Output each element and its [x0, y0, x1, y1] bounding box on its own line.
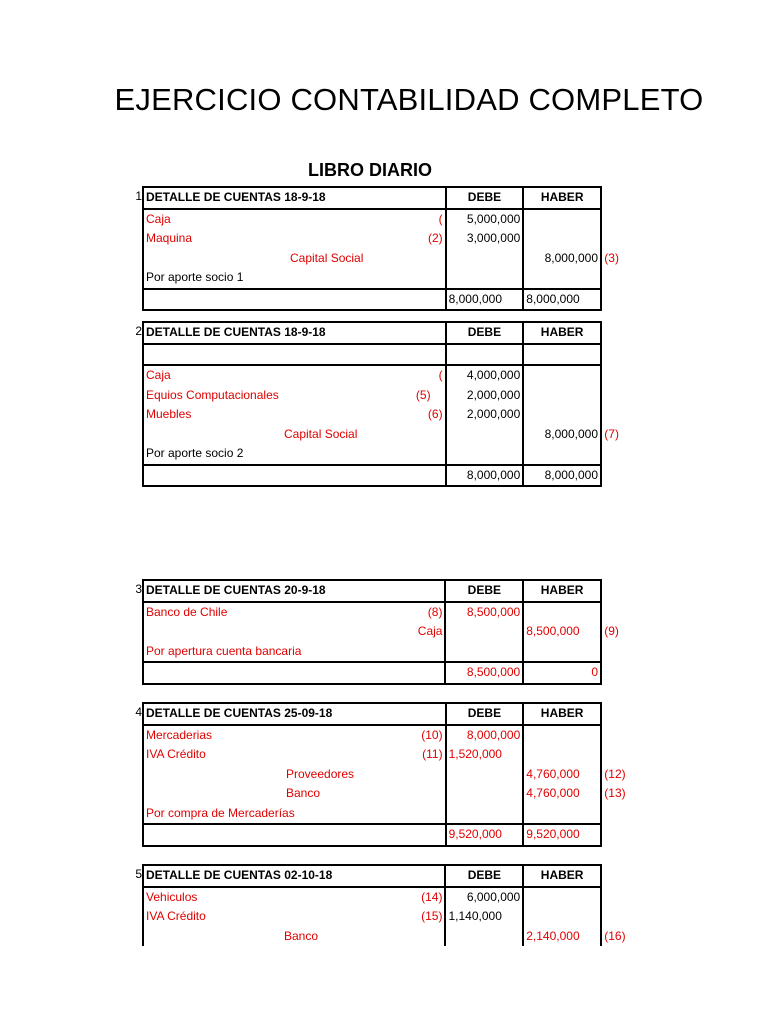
debe-cell: 4,000,000 [446, 365, 524, 386]
debe-cell [446, 425, 524, 445]
table-row [143, 229, 601, 249]
haber-cell [523, 268, 601, 289]
totals-label [143, 289, 446, 311]
debe-header: DEBE [446, 703, 524, 725]
ref-number: (2) [427, 231, 443, 245]
debe-cell [446, 444, 524, 465]
blank-row [143, 344, 601, 366]
header-row [143, 703, 601, 725]
haber-cell [523, 725, 601, 746]
table-row [143, 887, 601, 908]
account-name: Caja [146, 368, 171, 383]
detail-header: DETALLE DE CUENTAS 02-10-18 [143, 865, 445, 887]
entry-table [142, 321, 619, 487]
entry-table [142, 579, 619, 685]
haber-header: HABER [523, 580, 601, 602]
haber-cell [523, 602, 601, 623]
haber-value: 8,000,000 [544, 250, 598, 265]
account-cell [143, 602, 445, 623]
totals-row [143, 465, 601, 487]
debe-cell: 2,000,000 [446, 405, 524, 425]
description-cell: Por aporte socio 2 [143, 444, 446, 465]
account-cell [143, 425, 446, 445]
debe-total: 8,000,000 [446, 465, 524, 487]
account-cell [143, 365, 446, 386]
account-name: Capital Social [290, 250, 364, 265]
ref-number: (16) [604, 928, 626, 943]
ref-number: (15) [421, 909, 443, 923]
account-name: Maquina [146, 231, 193, 246]
entry-number: 2 [135, 324, 142, 338]
section-title: LIBRO DIARIO [308, 160, 432, 180]
haber-header: HABER [523, 322, 601, 344]
account-cell [143, 249, 446, 269]
table-row [143, 444, 601, 465]
table-row [143, 209, 601, 230]
debe-cell [446, 804, 524, 825]
table-row [143, 386, 601, 406]
haber-cell [523, 642, 601, 663]
entry-number: 5 [135, 867, 142, 881]
haber-total: 0 [523, 662, 601, 684]
account-cell [143, 765, 446, 785]
haber-cell [523, 887, 601, 908]
account-name: Mercaderias [146, 727, 213, 742]
table-row [143, 907, 601, 927]
ref-number: (9) [604, 624, 619, 639]
account-name: Caja [146, 211, 171, 226]
debe-cell [445, 622, 523, 642]
description-cell: Por apertura cuenta bancaria [143, 642, 445, 663]
account-cell [143, 405, 446, 425]
haber-cell [523, 622, 619, 642]
table-row [143, 405, 601, 425]
debe-cell: 8,500,000 [445, 602, 523, 623]
haber-value: 4,760,000 [526, 786, 580, 801]
table-row [143, 927, 601, 947]
header-row [143, 322, 601, 344]
account-name: Banco de Chile [146, 604, 228, 619]
detail-header: DETALLE DE CUENTAS 18-9-18 [143, 322, 446, 344]
account-name: Banco [286, 786, 321, 801]
ref-number: (5) [415, 387, 431, 402]
haber-header: HABER [523, 187, 601, 209]
haber-total: 8,000,000 [523, 289, 601, 311]
debe-cell: 1,520,000 [446, 745, 524, 765]
debe-header: DEBE [445, 865, 523, 887]
account-cell [143, 386, 446, 406]
haber-cell [523, 425, 619, 445]
totals-label [143, 824, 446, 846]
description-cell: Por aporte socio 1 [143, 268, 446, 289]
header-row [143, 865, 601, 887]
account-name: Muebles [146, 407, 192, 422]
haber-total: 8,000,000 [523, 465, 601, 487]
debe-cell [446, 249, 524, 269]
table-row [143, 784, 601, 804]
haber-cell [523, 229, 601, 249]
account-cell [143, 784, 446, 804]
table-row [143, 249, 601, 269]
totals-row [143, 289, 601, 311]
haber-cell [523, 927, 626, 947]
haber-cell [523, 365, 601, 386]
detail-header: DETALLE DE CUENTAS 18-9-18 [143, 187, 446, 209]
description-cell: Por compra de Mercaderías [143, 804, 446, 825]
haber-cell [523, 249, 619, 269]
table-row [143, 365, 601, 386]
debe-cell [446, 765, 524, 785]
ref-number: (13) [604, 786, 626, 801]
ref-number: (8) [427, 604, 443, 619]
ref-number: ( [438, 368, 443, 382]
ref-number: (12) [604, 766, 626, 781]
account-cell [143, 209, 446, 230]
table-row [143, 804, 601, 825]
detail-header: DETALLE DE CUENTAS 25-09-18 [143, 703, 446, 725]
account-name: IVA Crédito [146, 747, 206, 762]
account-cell: Caja [143, 622, 445, 642]
totals-label [143, 662, 445, 684]
table-row [143, 602, 601, 623]
debe-cell: 1,140,000 [445, 907, 523, 927]
haber-cell [523, 209, 601, 230]
table-row [143, 765, 601, 785]
haber-cell [523, 784, 626, 804]
ref-number: (6) [427, 407, 443, 421]
account-cell [143, 907, 445, 927]
ref-number: (10) [421, 727, 443, 742]
ref-number: (3) [604, 250, 619, 265]
account-name: Equios Computacionales [146, 387, 279, 402]
haber-header: HABER [523, 865, 601, 887]
entry-number: 1 [135, 189, 142, 203]
table-row [143, 725, 601, 746]
detail-header: DETALLE DE CUENTAS 20-9-18 [143, 580, 445, 602]
debe-cell [446, 268, 524, 289]
debe-header: DEBE [446, 187, 524, 209]
haber-cell [523, 386, 601, 406]
account-name: Capital Social [284, 426, 358, 441]
entry-table [142, 702, 626, 847]
account-name: Vehiculos [146, 889, 198, 904]
haber-header: HABER [523, 703, 601, 725]
account-cell [143, 229, 446, 249]
debe-total: 9,520,000 [446, 824, 524, 846]
ref-number: ( [438, 211, 443, 226]
header-row [143, 187, 601, 209]
table-row [143, 745, 601, 765]
haber-cell [523, 765, 626, 785]
account-name: IVA Crédito [146, 909, 206, 924]
debe-cell: 5,000,000 [446, 209, 524, 230]
haber-cell [523, 804, 601, 825]
ref-number: (14) [421, 889, 443, 904]
haber-value: 4,760,000 [526, 766, 580, 781]
entry-number: 4 [135, 705, 142, 719]
account-name: Banco [284, 928, 319, 943]
debe-header: DEBE [445, 580, 523, 602]
totals-row [143, 662, 601, 684]
document-title: EJERCICIO CONTABILIDAD COMPLETO [114, 82, 704, 117]
haber-value: 8,000,000 [544, 426, 598, 441]
table-row [143, 425, 601, 445]
debe-cell: 6,000,000 [445, 887, 523, 908]
debe-cell: 3,000,000 [446, 229, 524, 249]
haber-cell [523, 745, 601, 765]
haber-cell [523, 444, 601, 465]
haber-total: 9,520,000 [523, 824, 601, 846]
totals-label [143, 465, 446, 487]
haber-cell [523, 405, 601, 425]
table-row [143, 642, 601, 663]
debe-cell: 2,000,000 [446, 386, 524, 406]
account-name: Proveedores [286, 766, 355, 781]
debe-total: 8,500,000 [445, 662, 523, 684]
debe-cell [446, 784, 524, 804]
haber-value: 2,140,000 [526, 928, 580, 943]
header-row [143, 580, 601, 602]
table-row [143, 268, 601, 289]
table-row [143, 622, 601, 642]
debe-cell [445, 927, 523, 947]
entry-table [142, 864, 626, 946]
ref-number: (7) [604, 426, 619, 441]
account-cell [143, 745, 446, 765]
entry-number: 3 [135, 582, 142, 596]
debe-cell [445, 642, 523, 663]
totals-row [143, 824, 601, 846]
debe-cell: 8,000,000 [446, 725, 524, 746]
ref-number: (11) [422, 747, 443, 761]
debe-total: 8,000,000 [446, 289, 524, 311]
haber-value: 8,500,000 [526, 624, 580, 639]
account-cell [143, 887, 445, 908]
account-cell [143, 927, 445, 947]
entry-table [142, 186, 619, 311]
haber-cell [523, 907, 601, 927]
account-cell [143, 725, 446, 746]
debe-header: DEBE [446, 322, 524, 344]
